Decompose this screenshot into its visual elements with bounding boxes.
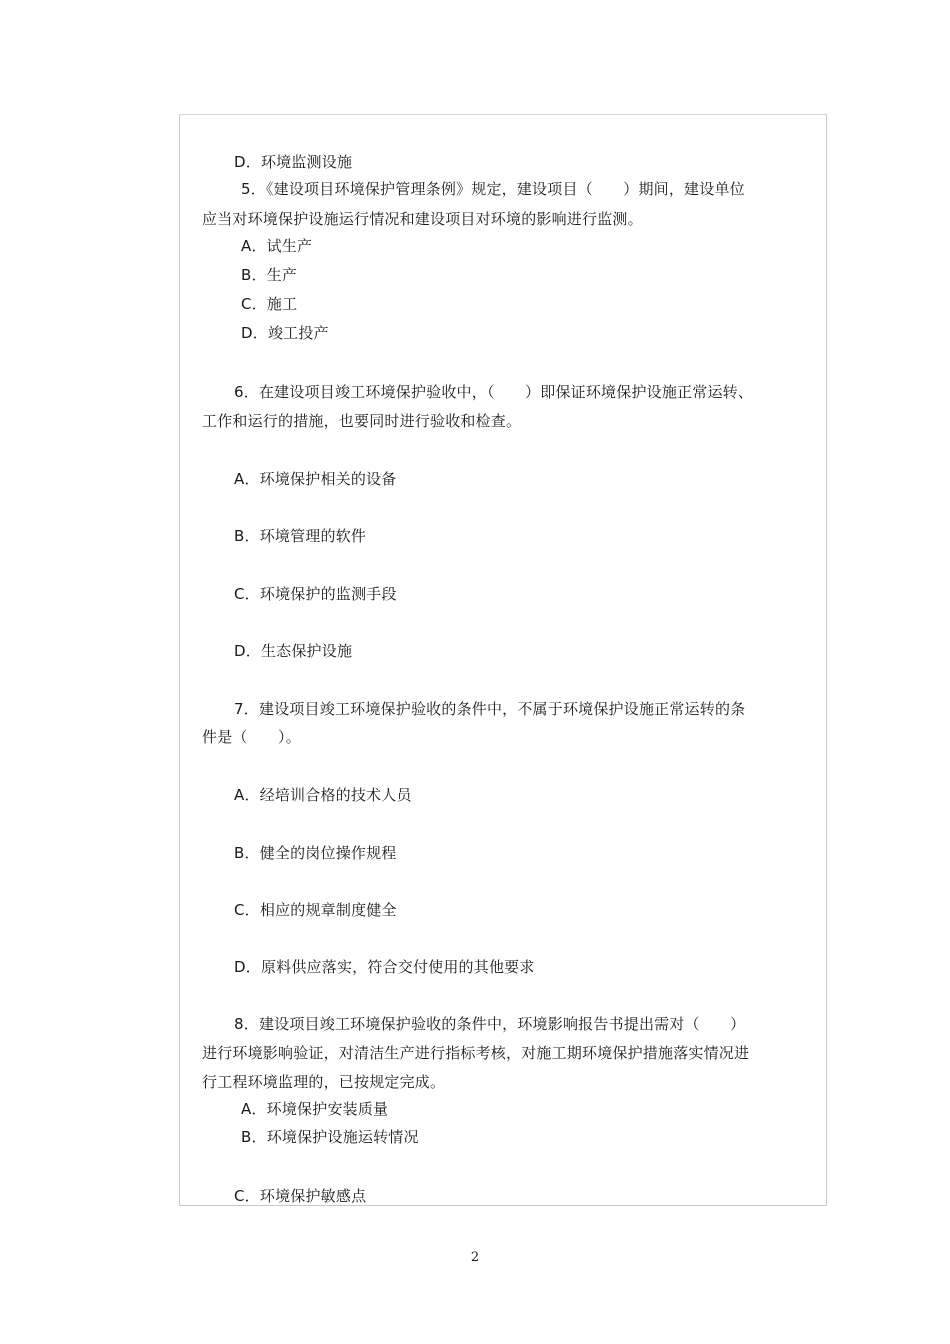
q8-option-c: C．环境保护敏感点 [234, 1187, 367, 1205]
q6-option-b: B．环境管理的软件 [234, 527, 367, 545]
q7-option-a: A．经培训合格的技术人员 [234, 786, 412, 804]
q8-stem-line2: 进行环境影响验证，对清洁生产进行指标考核，对施工期环境保护措施落实情况进 [202, 1044, 750, 1062]
q5-stem-line1: 5．《建设项目环境保护管理条例》规定，建设项目（ ）期间，建设单位 [241, 180, 745, 198]
q7-option-c: C．相应的规章制度健全 [234, 901, 397, 919]
q7-option-d: D．原料供应落实，符合交付使用的其他要求 [234, 958, 535, 976]
q8-stem-line3: 行工程环境监理的，已按规定完成。 [202, 1073, 446, 1091]
page-number: 2 [470, 1250, 480, 1265]
q5-stem-line2: 应当对环境保护设施运行情况和建设项目对环境的影响进行监测。 [202, 210, 643, 228]
q5-option-d: D．竣工投产 [241, 324, 329, 342]
q8-option-b: B．环境保护设施运转情况 [241, 1128, 419, 1146]
q6-option-c: C．环境保护的监测手段 [234, 585, 397, 603]
q7-option-b: B．健全的岗位操作规程 [234, 844, 397, 862]
q5-option-a: A．试生产 [241, 237, 313, 255]
q7-stem-line2: 件是（ ）。 [202, 728, 301, 746]
q6-option-a: A．环境保护相关的设备 [234, 470, 397, 488]
q5-option-c: C．施工 [241, 295, 298, 313]
q7-stem-line1: 7．建设项目竣工环境保护验收的条件中，不属于环境保护设施正常运转的条 [234, 700, 746, 718]
q6-option-d: D．生态保护设施 [234, 642, 353, 660]
q4-option-d: D．环境监测设施 [234, 153, 353, 171]
q8-stem-line1: 8．建设项目竣工环境保护验收的条件中，环境影响报告书提出需对（ ） [234, 1015, 746, 1033]
q6-stem-line2: 工作和运行的措施，也要同时进行验收和检查。 [202, 412, 522, 430]
q5-option-b: B．生产 [241, 266, 298, 284]
q6-stem-line1: 6．在建设项目竣工环境保护验收中，（ ）即保证环境保护设施正常运转、 [234, 383, 754, 401]
q8-option-a: A．环境保护安装质量 [241, 1100, 389, 1118]
